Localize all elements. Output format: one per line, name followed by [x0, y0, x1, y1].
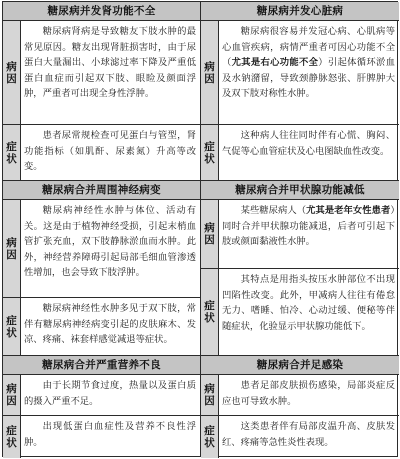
symptom-text: 糖尿病神经性水肿多见于双下肢，常伴有糖尿病神经病变引起的皮肤麻木、发凉、疼痛、袜套样感觉减退等症状。	[24, 303, 196, 346]
symptom-row	[3, 416, 200, 458]
symptom-label: 症状	[204, 425, 215, 449]
symptom-row	[201, 416, 399, 458]
symptom-label: 症状	[204, 140, 215, 165]
cause-text	[222, 203, 395, 266]
cause-row	[3, 200, 200, 298]
section-malnutrition	[3, 356, 200, 458]
cause-label: 病因	[204, 383, 215, 407]
symptom-label-cell	[3, 416, 21, 458]
section-title: 糖尿病合并周围神经病变	[3, 181, 200, 200]
cause-text-emphasis: 尤其是老年女性患者	[306, 205, 391, 216]
section-thyroid	[201, 181, 399, 355]
symptom-label-cell	[201, 125, 219, 180]
symptom-label: 症状	[6, 314, 17, 339]
symptom-row	[3, 125, 200, 180]
cause-label-cell	[3, 200, 21, 297]
cause-text-post: ）引起体循环淤血及水钠潴留，导致颈静脉怒张、肝脾肿大及双下肢对称性水肿。	[222, 57, 395, 100]
symptom-row	[201, 269, 399, 355]
left-column	[3, 2, 201, 456]
cause-row	[201, 200, 399, 269]
right-column	[201, 2, 399, 456]
symptom-row	[3, 298, 200, 355]
section-foot-infection	[201, 356, 399, 458]
cause-text	[222, 24, 395, 122]
cause-text: 糖尿病肾病是导致糖友下肢水肿的最常见原因。糖友出现肾脏损害时，由于尿蛋白大量漏出、小球滤过率下降及严重低蛋白血症而引起双下肢、眼睑及颜面浮肿，严重者可出现全身性浮肿。	[24, 26, 196, 100]
symptom-text: 这类患者伴有局部皮温升高、皮肤发红、疼痛等急性炎性表现。	[222, 421, 395, 448]
section-title: 糖尿病合并严重营养不良	[3, 356, 200, 375]
cause-label-cell	[3, 375, 21, 415]
symptom-text: 出现低蛋白血症性及营养不良性浮肿。	[24, 421, 196, 448]
cause-row	[3, 21, 200, 125]
cause-text: 糖尿病神经性水肿与体位、活动有关。这是由于植物神经受损，引起末梢血管扩张充血，双下肢静脉淤血而水肿。此外，神经营养障碍引起局部毛细血管渗透性增加，也会导致下肢浮肿。	[24, 205, 196, 279]
cause-text-emphasis: 尤其是右心功能不全	[231, 57, 319, 69]
cause-row	[201, 21, 399, 125]
cause-label: 病因	[204, 222, 215, 246]
cause-label-cell	[201, 375, 219, 415]
symptom-label-cell	[201, 416, 219, 458]
symptom-text: 这种病人往往同时伴有心慌、胸闷、气促等心血管症状及心电图缺血性改变。	[222, 130, 395, 157]
cause-label: 病因	[6, 236, 17, 261]
cause-text-pre: 某些糖尿病人（	[240, 205, 307, 216]
section-title: 糖尿病合并甲状腺功能减低	[201, 181, 399, 200]
cause-text-pre: 糖尿病很容易并发冠心病、心肌病等心血管疾病，病情严重者可因心功能不全（	[222, 26, 395, 69]
symptom-label: 症状	[204, 300, 215, 324]
cause-row	[201, 375, 399, 416]
cause-label-cell	[3, 21, 21, 124]
cause-label-cell	[201, 21, 219, 124]
symptom-text: 其特点是用指头按压水肿部位不出现凹陷性改变。此外，甲减病人往往有倦怠无力、嗜睡、怕冷、心动过缓、便秘等伴随症状，化验显示甲状腺功能低下。	[222, 274, 395, 332]
cause-text: 患者足部皮肤损伤感染，局部炎症反应也可导致水肿。	[222, 380, 395, 407]
cause-label: 病因	[204, 60, 215, 85]
symptom-label-cell	[3, 298, 21, 355]
cause-text: 由于长期节食过度，热量以及蛋白质的摄入严重不足。	[24, 380, 196, 407]
section-title: 糖尿病合并足感染	[201, 356, 399, 375]
symptom-row	[201, 125, 399, 180]
symptom-label-cell	[3, 125, 21, 180]
cause-row	[3, 375, 200, 416]
cause-label-cell	[201, 200, 219, 268]
symptom-label: 症状	[6, 140, 17, 165]
cause-label: 病因	[6, 60, 17, 85]
cause-text-post: ）同时合并甲状腺功能减退，后者可引起下肢或颜面黏液性水肿。	[222, 205, 395, 248]
section-heart	[201, 2, 399, 180]
section-kidney	[3, 2, 200, 180]
symptom-text: 患者尿常规检查可见蛋白与管型，肾功能指标（如肌酐、尿素氮）升高等改变。	[24, 130, 196, 173]
symptom-label: 症状	[6, 425, 17, 449]
symptom-label-cell	[201, 269, 219, 355]
diabetes-edema-table	[2, 1, 398, 457]
section-title: 糖尿病并发心脏病	[201, 2, 399, 21]
section-title: 糖尿病并发肾功能不全	[3, 2, 200, 21]
cause-label: 病因	[6, 383, 17, 407]
section-neuropathy	[3, 181, 200, 355]
